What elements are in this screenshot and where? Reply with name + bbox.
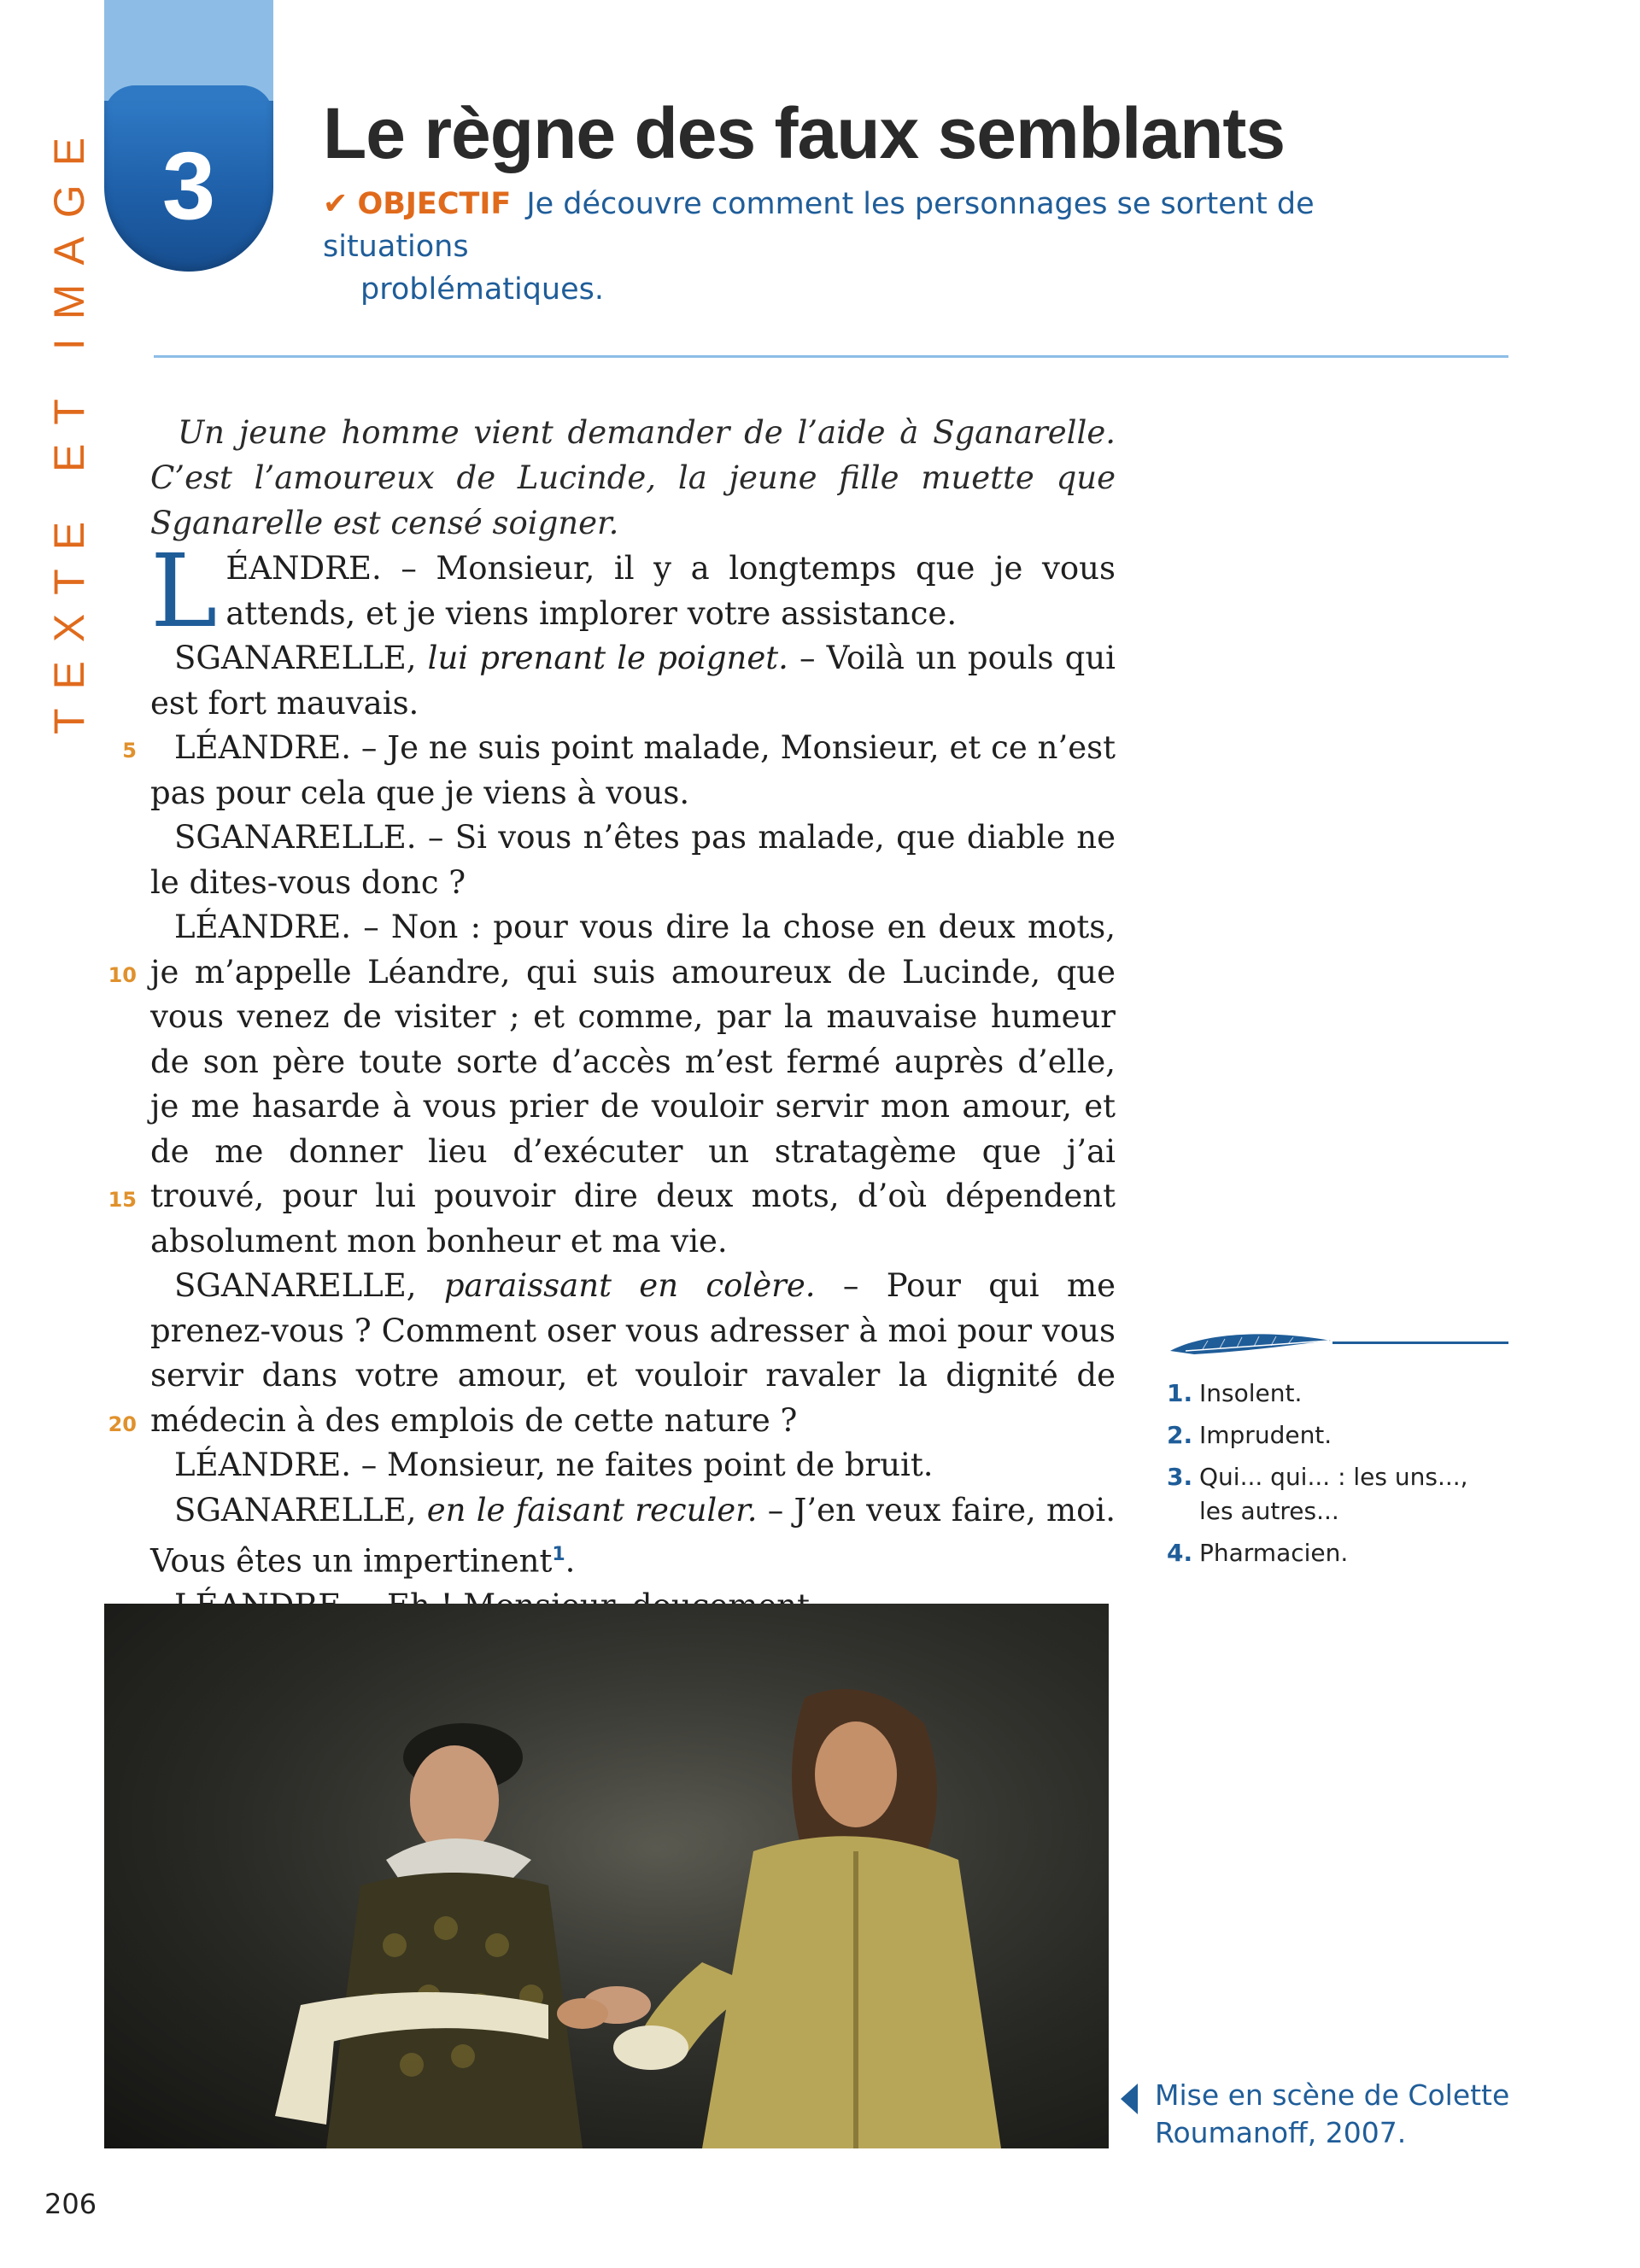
replica-7: LÉANDRE. – Monsieur, ne faites point de bruit. <box>174 1447 934 1483</box>
line-number: 15 <box>108 1188 137 1212</box>
notes-divider <box>1332 1342 1508 1344</box>
footnote: 1. Insolent. <box>1167 1379 1303 1407</box>
page-number: 206 <box>44 2188 97 2220</box>
replica-5: LÉANDRE. – Non : pour vous dire la chose en deux mots, je m’appelle Léandre, qui suis amoureux de Lucinde, que vous venez de visiter ; et comme, par la mauvaise humeur de son père toute sorte d’accès m’est fermé auprès d’elle, je me hasarde à vous prier de vouloir servir mon amour, et de me donner lieu d’exécuter un stratagème que j’ai trouvé, pour lui pouvoir dire deux mots, d’où dépendent absolument mon bonheur et ma vie. <box>150 909 1116 1260</box>
footnote: 3. Qui... qui... : les uns..., les autres... <box>1167 1463 1468 1525</box>
replica-2: SGANARELLE, lui prenant le poignet. – Voilà un pouls qui est fort mauvais. <box>150 640 1116 722</box>
stage-photo-illustration <box>104 1604 1109 2148</box>
quill-icon <box>1168 1325 1339 1359</box>
line-number: 20 <box>108 1412 137 1436</box>
checkmark-icon: ✔ <box>323 187 348 221</box>
caption-arrow-icon <box>1121 2084 1138 2114</box>
replica-4: SGANARELLE. – Si vous n’êtes pas malade, que diable ne le dites-vous donc ? <box>150 819 1116 901</box>
side-section-label: TEXTE ET IMAGE <box>45 118 93 734</box>
replica-1: LÉANDRE. – Monsieur, il y a longtemps que je vous attends, et je viens implorer votre assistance. <box>150 532 1116 650</box>
drop-cap: L <box>150 532 218 650</box>
lesson-number-badge: 3 <box>104 101 273 272</box>
objective-label: OBJECTIF <box>357 187 512 221</box>
objective <box>323 183 1416 311</box>
replica-6: SGANARELLE, paraissant en colère. – Pour qui me prenez-vous ? Comment oser vous adresser à moi pour vous servir dans votre amour, et vouloir ravaler la dignité de médecin à des emplois de cette nature ? <box>150 1267 1116 1439</box>
line-number: 5 <box>122 739 137 763</box>
line-number: 10 <box>108 963 137 987</box>
play-text <box>150 532 1116 1680</box>
footnotes <box>1167 1377 1508 1578</box>
stage-direction: en le faisant reculer. <box>426 1491 758 1529</box>
replica-3: LÉANDRE. – Je ne suis point malade, Monsieur, et ce n’est pas pour cela que je viens à vous. <box>150 729 1116 811</box>
replica-8: SGANARELLE, en le faisant reculer. – J’en veux faire, moi. Vous êtes un impertinent$^1$. <box>150 1491 1116 1580</box>
objective-text-line2: problématiques. <box>360 272 605 307</box>
page-title: Le règne des faux semblants <box>323 93 1286 173</box>
stage-photo <box>104 1604 1109 2148</box>
footnote-ref: 1 <box>552 1544 565 1565</box>
footnote: 4. Pharmacien. <box>1167 1539 1349 1567</box>
stage-direction: lui prenant le poignet. <box>427 640 788 676</box>
header-divider <box>154 355 1508 358</box>
footnote: 2. Imprudent. <box>1167 1421 1332 1449</box>
objective-text-line1: Je découvre comment les personnages se sortent de situations <box>323 187 1315 264</box>
photo-caption: Mise en scène de Colette Roumanoff, 2007. <box>1155 2078 1510 2149</box>
stage-direction: paraissant en colère. <box>443 1267 816 1304</box>
intro-paragraph: Un jeune homme vient demander de l’aide à Sganarelle. C’est l’amoureux de Lucinde, la jeune fille muette que Sganarelle est censé soigner. <box>150 414 1116 541</box>
